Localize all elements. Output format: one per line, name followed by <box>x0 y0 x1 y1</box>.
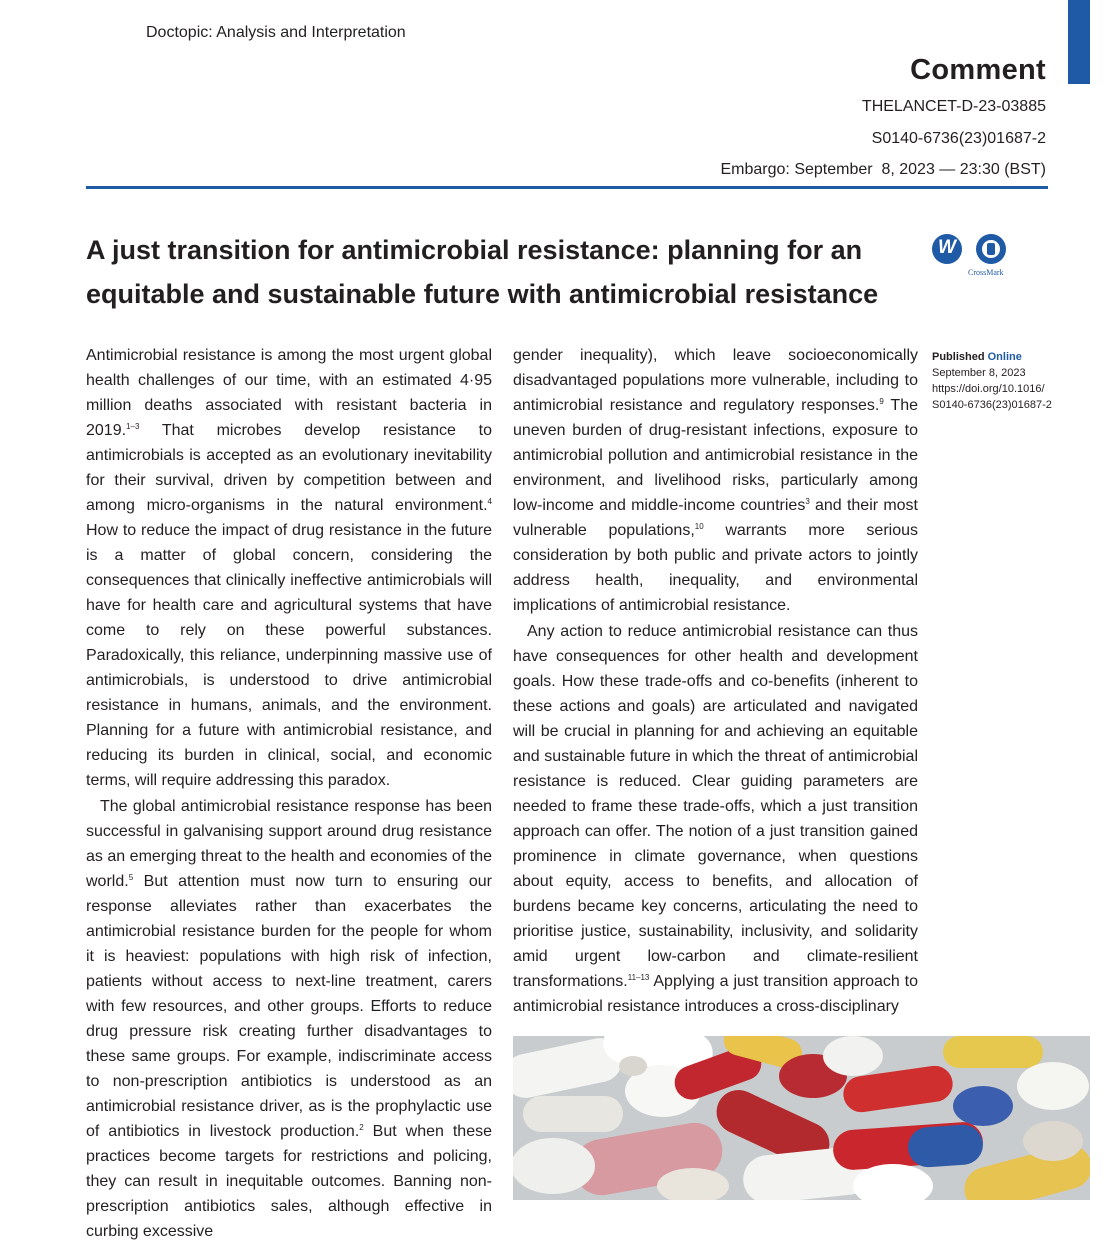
crossmark-label: CrossMark <box>968 268 1004 277</box>
citation[interactable]: 10 <box>694 522 704 531</box>
section-color-bar <box>1068 0 1090 84</box>
manuscript-id: THELANCET-D-23-03885 <box>861 98 1046 115</box>
pii-code: S0140-6736(23)01687-2 <box>871 130 1046 147</box>
published-label: Published <box>932 351 985 363</box>
paragraph: The global antimicrobial resistance response has been successful in galvanising support around drug resistance as an emerging threat to the health and economies of the world.$^5$ But attention must now turn to ensuring our response alleviates rather than exacerbates the antimicrobial resistance burden for the people for whom it is heaviest: populations with high risk of infection, patients without access to next-line treatment, carers with few resources, and other groups. Efforts to reduce drug pressure risk creating further disadvantages to these same groups. For example, indiscriminate access to non-prescription antibiotics is understood as an antimicrobial resistance driver, as is the prophylactic use of antibiotics in livestock production.$^2$ But when these practices become targets for restrictions and policing, they can result in inequitable outcomes. Banning non-prescription antibiotics sales, although effective in curbing excessive <box>86 798 492 1240</box>
header-rule <box>86 186 1048 189</box>
pills-illustration <box>513 1036 1090 1200</box>
doctopic-label: Doctopic: Analysis and Interpretation <box>146 24 406 41</box>
doi-link-cont[interactable]: S0140-6736(23)01687-2 <box>932 399 1052 411</box>
published-online-link[interactable]: Online <box>987 351 1022 363</box>
crossmark-icon[interactable] <box>976 234 1006 264</box>
section-heading: Comment <box>910 54 1046 86</box>
body-column-right <box>513 343 918 1019</box>
article-title: A just transition for antimicrobial resistance: planning for an equitable and sustainable future with antimicrobial resistance <box>86 235 879 309</box>
crossmark-bookmark <box>987 243 995 255</box>
publication-info <box>932 349 1072 413</box>
w-logo-letter: W <box>938 237 956 258</box>
body-column-left <box>86 343 492 1244</box>
paragraph: Any action to reduce antimicrobial resistance can thus have consequences for other health and development goals. How these trade-offs and co-benefits (inherent to these actions and goals) are articulated and navigated will be crucial in planning for and achieving an equitable and sustainable future in which the threat of antimicrobial resistance is reduced. Clear guiding parameters are needed to frame these trade-offs, which a just transition approach can offer. The notion of a just transition gained prominence in climate governance, when questions about equity, access to benefits, and allocation of burdens became key concerns, articulating the need to prioritise justice, sustainability, inclusivity, and solidarity amid urgent low-carbon and climate-resilient transformations.$^{11-13}$ Applying a just transition approach to antimicrobial resistance introduces a cross-disciplinary <box>513 623 918 1015</box>
citation[interactable]: 1–3 <box>126 422 140 431</box>
citation[interactable]: 5 <box>128 873 134 882</box>
citation[interactable]: 9 <box>879 397 884 406</box>
w-logo-icon[interactable] <box>932 234 962 264</box>
citation[interactable]: 4 <box>487 497 492 506</box>
citation[interactable]: 11–13 <box>627 973 650 982</box>
citation[interactable]: 3 <box>805 497 810 506</box>
embargo-line: Embargo: September 8, 2023 — 23:30 (BST) <box>720 161 1046 178</box>
pills-photo <box>513 1036 1090 1200</box>
paragraph: Antimicrobial resistance is among the most urgent global health challenges of our time, with an estimated 4·95 million deaths associated with resistant bacteria in 2019.$^{1-3}$ That microbes develop resistance to antimicrobials is accepted as an evolutionary inevitability for their survival, driven by competition between and among micro-organisms in the natural environment.$^4$ How to reduce the impact of drug resistance in the future is a matter of global concern, considering the consequences that clinically ineffective antimicrobials will have for health care and agricultural systems that have come to rely on these powerful substances. Paradoxically, this reliance, underpinning massive use of antimicrobials, is understood to drive antimicrobial resistance in humans, animals, and the environment. Planning for a future with antimicrobial resistance, and reducing its burden in clinical, social, and economic terms, will require addressing this paradox. <box>86 347 492 789</box>
citation[interactable]: 2 <box>359 1123 364 1132</box>
article-badges <box>932 234 1018 282</box>
published-date: September 8, 2023 <box>932 367 1026 379</box>
page-edge <box>1090 0 1104 1200</box>
paragraph: gender inequality), which leave socioeconomically disadvantaged populations more vulnerable, including to antimicrobial resistance and regulatory responses.$^9$ The uneven burden of drug-resistant infections, exposure to antimicrobial pollution and antimicrobial resistance in the environment, and livelihood risks, particularly among low-income and middle-income countries$^3$ and their most vulnerable populations,$^{10}$ warrants more serious consideration by both public and private actors to jointly address health, inequality, and environmental implications of antimicrobial resistance. <box>513 347 919 614</box>
doi-link[interactable]: https://doi.org/10.1016/ <box>932 383 1045 395</box>
